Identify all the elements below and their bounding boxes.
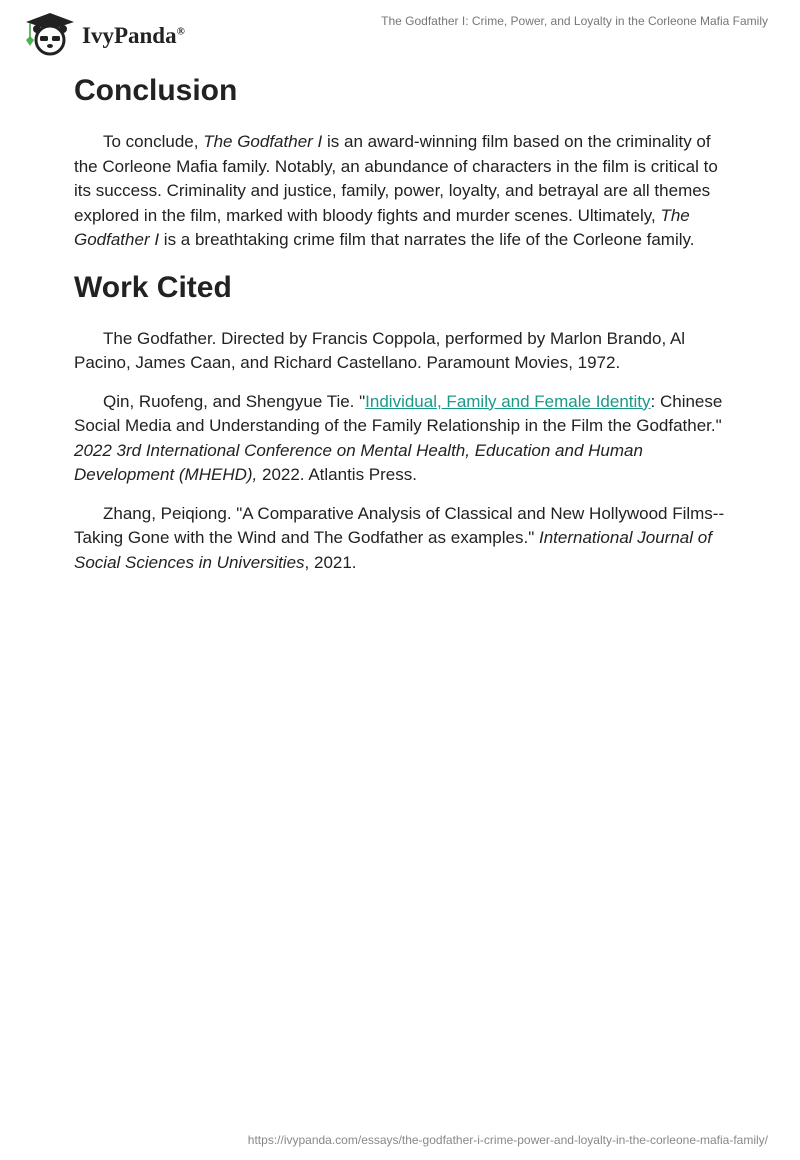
citation-link[interactable]: Individual, Family and Female Identity [365, 391, 651, 411]
works-cited-heading: Work Cited [74, 270, 232, 304]
conclusion-paragraph: To conclude, The Godfather I is an award-winning film based on the criminality of the Corleone Mafia family. Notably, an abundance of characters in the film is critical to its success. Criminality and justice, family, power, loyalty, and betrayal are all themes explored in the film, marked with bloody fights and murder scenes. Ultimately, The Godfather I is a breathtaking crime film that narrates the life of the Corleone family. [74, 132, 718, 249]
footer-url: https://ivypanda.com/essays/the-godfather-i-crime-power-and-loyalty-in-the-corleone-mafia-family/ [247, 1133, 768, 1147]
logo[interactable] [20, 10, 185, 56]
document-title: The Godfather I: Crime, Power, and Loyalty in the Corleone Mafia Family [381, 14, 768, 28]
conclusion-heading: Conclusion [74, 74, 238, 107]
essay-content [74, 70, 726, 589]
citation: Zhang, Peiqiong. "A Comparative Analysis of Classical and New Hollywood Films--Taking Gone with the Wind and The Godfather as examples." International Journal of Social Sciences in Universities, 2021. [74, 503, 725, 572]
logo-text: IvyPanda® [82, 23, 185, 48]
panda-logo-icon [20, 10, 78, 56]
citation: Qin, Ruofeng, and Shengyue Tie. "Individual, Family and Female Identity: Chinese Social Media and Understanding of the Family Relationship in the Film the Godfather." 2022 3rd International Conference on Mental Health, Education and Human Development (MHEHD), 2022. Atlantis Press. [74, 391, 723, 484]
citation: The Godfather. Directed by Francis Coppola, performed by Marlon Brando, Al Pacino, James Caan, and Richard Castellano. Paramount Movies, 1972. [74, 328, 686, 372]
